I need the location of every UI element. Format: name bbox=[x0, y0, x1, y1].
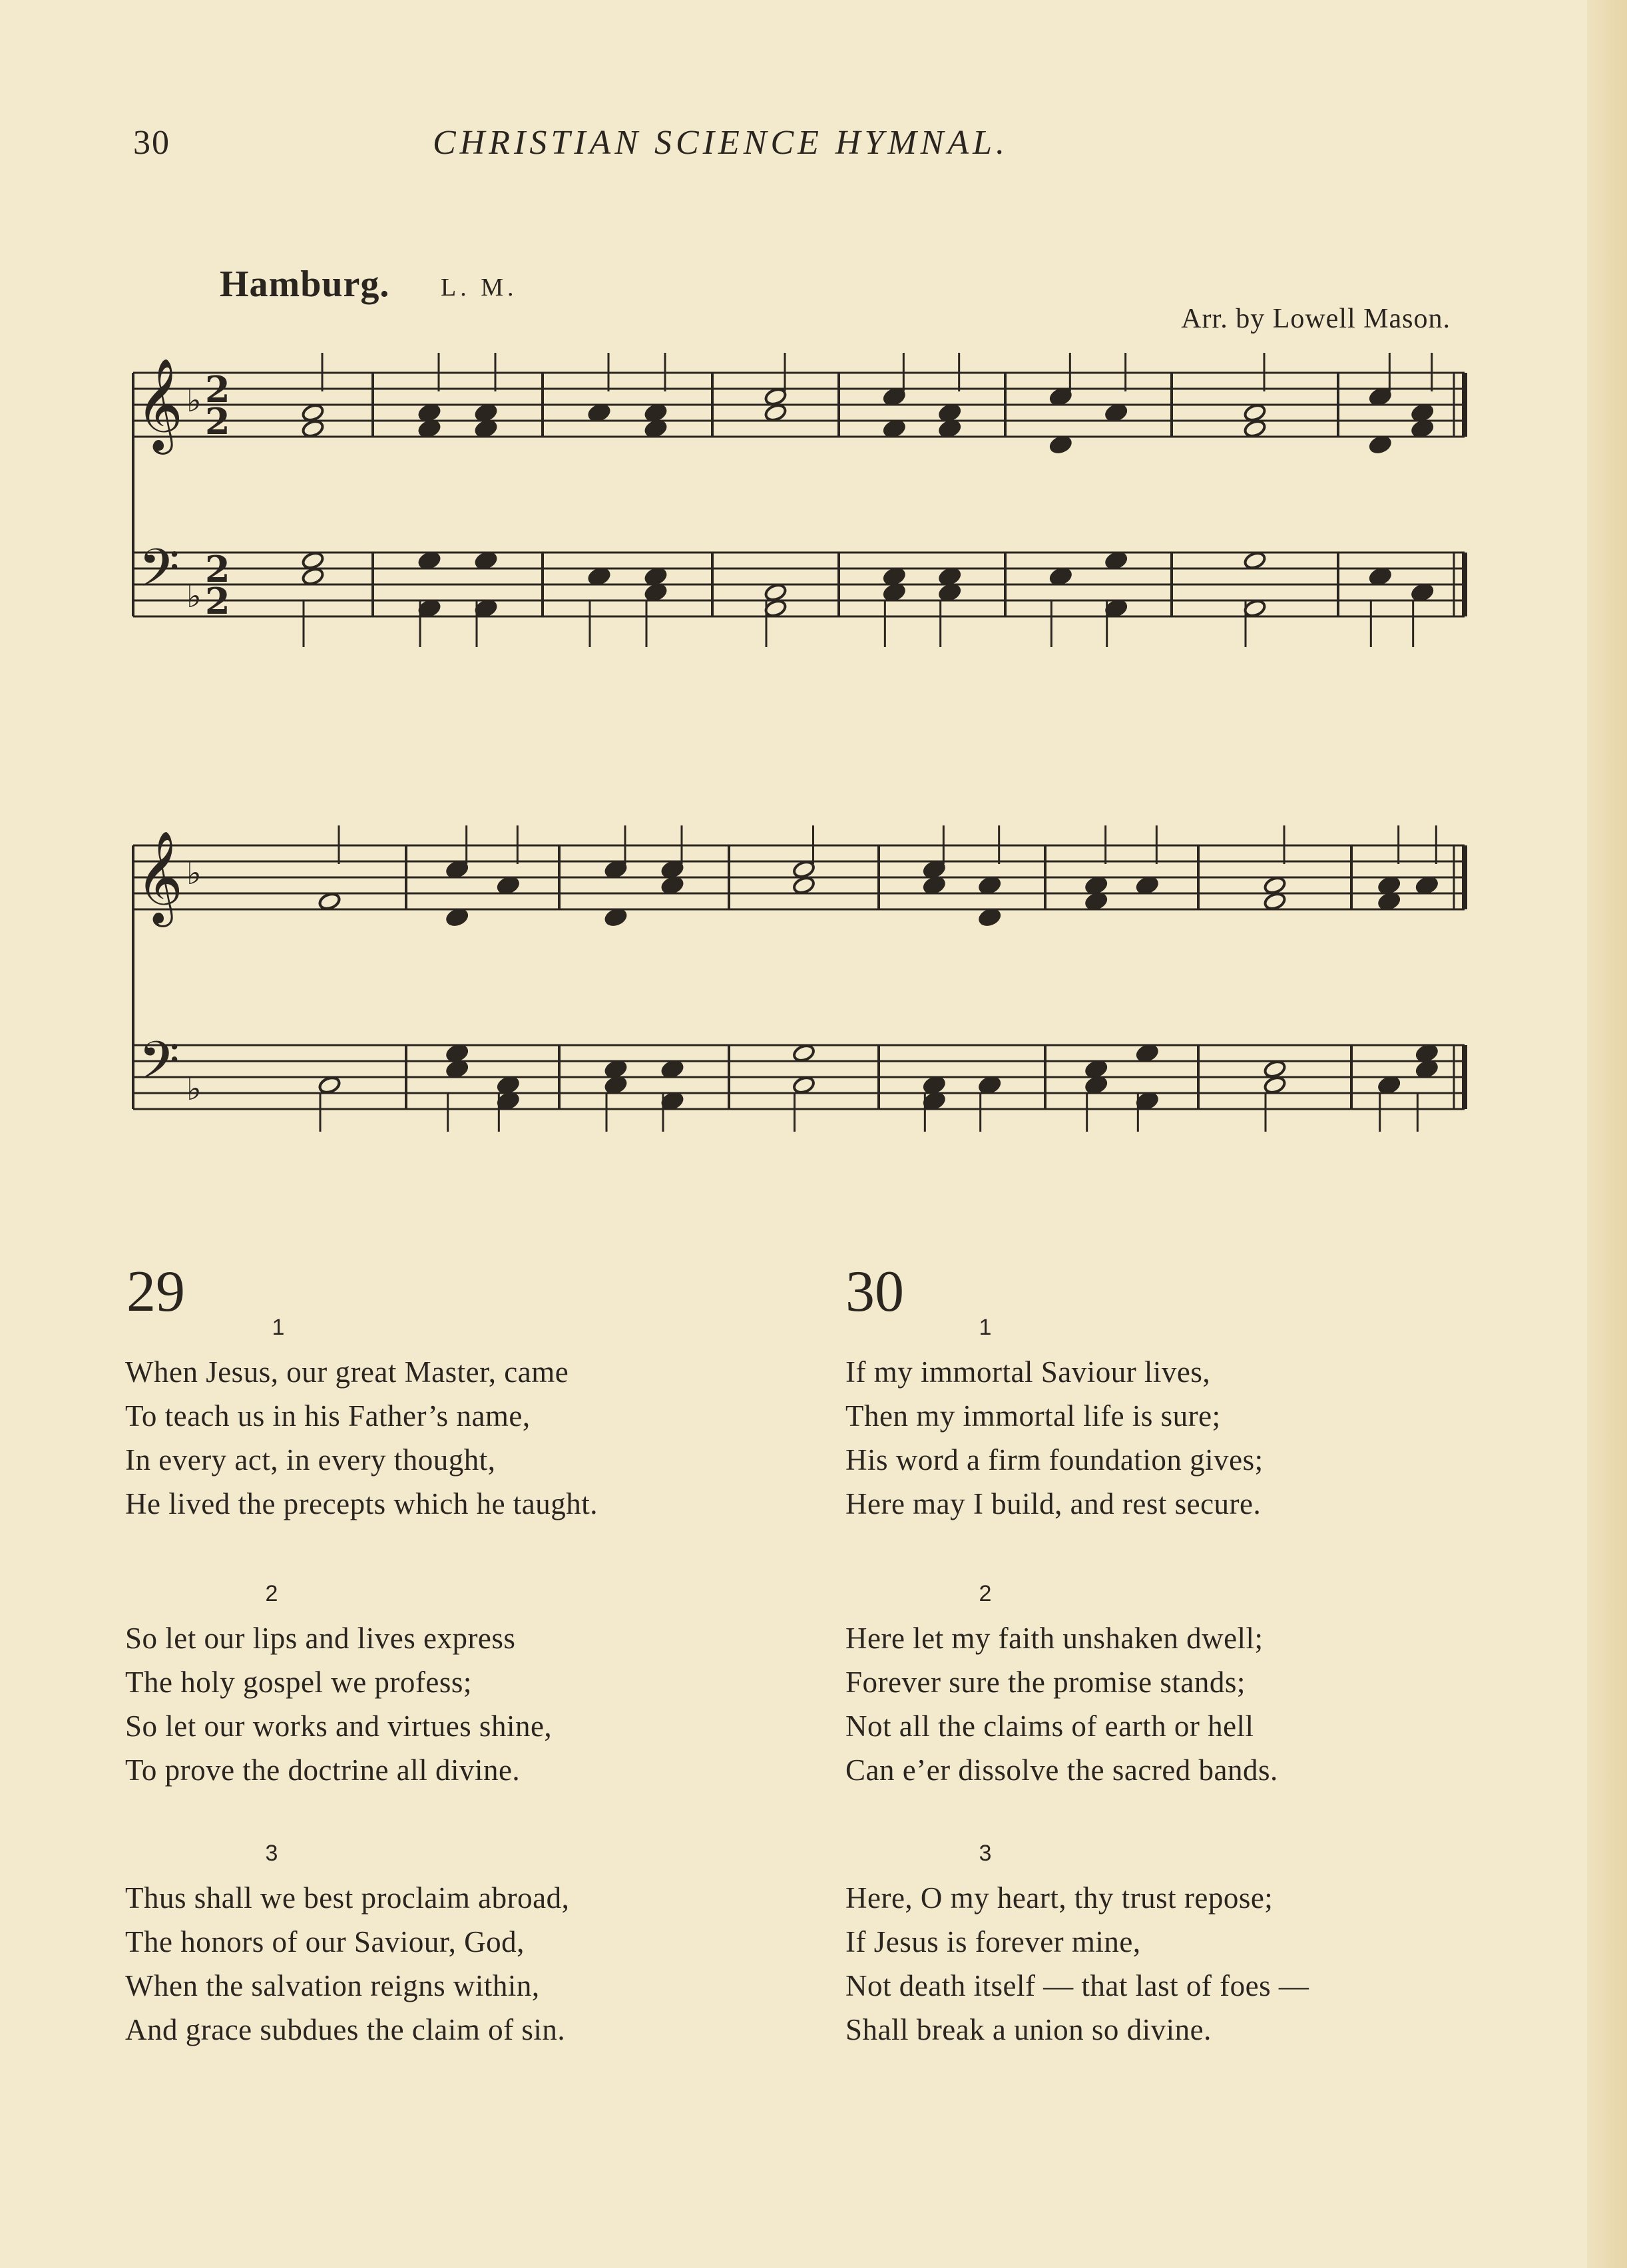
notehead bbox=[923, 875, 946, 895]
flat-sign-icon: ♭ bbox=[186, 578, 202, 615]
tune-meter: L. M. bbox=[441, 274, 518, 302]
notehead bbox=[1049, 387, 1072, 407]
verse-line: To prove the doctrine all divine. bbox=[125, 1753, 521, 1787]
notehead bbox=[938, 403, 961, 423]
verse-line: And grace subdues the claim of sin. bbox=[125, 2013, 566, 2046]
notehead bbox=[938, 567, 961, 586]
verse-line: When the salvation reigns within, bbox=[125, 1969, 540, 2002]
treble-clef-icon: 𝄞 bbox=[136, 358, 183, 451]
stanza bbox=[845, 1841, 1551, 2052]
running-head: CHRISTIAN SCIENCE HYMNAL. bbox=[433, 124, 1009, 162]
notehead bbox=[644, 582, 667, 602]
notehead bbox=[1415, 1059, 1439, 1079]
notehead bbox=[1369, 567, 1392, 586]
notehead bbox=[1243, 403, 1266, 423]
time-signature-digit: 2 bbox=[205, 580, 230, 622]
notehead bbox=[660, 1059, 684, 1079]
notehead bbox=[1411, 403, 1434, 423]
stanza bbox=[845, 1581, 1551, 1792]
notehead bbox=[792, 1043, 815, 1063]
bass-clef-icon: 𝄢 bbox=[138, 1030, 180, 1104]
stanza bbox=[845, 1315, 1551, 1526]
notehead bbox=[978, 907, 1001, 927]
notehead bbox=[660, 1091, 684, 1111]
stanza-number: 2 bbox=[979, 1581, 992, 1606]
notehead bbox=[1369, 387, 1392, 407]
notehead bbox=[1243, 551, 1266, 570]
verse-line: If Jesus is forever mine, bbox=[845, 1925, 1141, 1958]
notehead bbox=[1369, 435, 1392, 455]
notehead bbox=[764, 582, 787, 602]
verse-line: Here, O my heart, thy trust repose; bbox=[845, 1881, 1274, 1915]
notehead bbox=[587, 567, 610, 586]
notehead bbox=[978, 1075, 1001, 1095]
notehead bbox=[764, 598, 787, 618]
notehead bbox=[417, 403, 441, 423]
notehead bbox=[1263, 875, 1286, 895]
verse-line: Then my immortal life is sure; bbox=[845, 1399, 1221, 1433]
notehead bbox=[978, 875, 1001, 895]
notehead bbox=[938, 419, 961, 439]
hymn-number: 29 bbox=[126, 1259, 185, 1324]
flat-sign-icon: ♭ bbox=[186, 855, 202, 892]
notehead bbox=[883, 387, 906, 407]
verse-line: In every act, in every thought, bbox=[125, 1443, 496, 1476]
notehead bbox=[1243, 598, 1266, 618]
notehead bbox=[1084, 1075, 1108, 1095]
stanza-number: 3 bbox=[979, 1841, 992, 1866]
stanza bbox=[125, 1841, 831, 2052]
verse-line: Not death itself — that last of foes — bbox=[845, 1969, 1309, 2002]
verse-line: His word a firm foundation gives; bbox=[845, 1443, 1264, 1476]
notehead bbox=[1243, 419, 1266, 439]
notehead bbox=[497, 875, 520, 895]
verse-line: Thus shall we best proclaim abroad, bbox=[125, 1881, 570, 1915]
treble-clef-icon: 𝄞 bbox=[136, 831, 183, 923]
verse-line: If my immortal Saviour lives, bbox=[845, 1355, 1211, 1389]
notehead bbox=[1136, 1043, 1159, 1063]
notehead bbox=[445, 1043, 469, 1063]
notehead bbox=[1415, 875, 1439, 895]
notehead bbox=[1411, 582, 1434, 602]
notehead bbox=[1136, 875, 1159, 895]
notehead bbox=[1415, 1043, 1439, 1063]
notehead bbox=[604, 859, 627, 879]
verse-line: Shall break a union so divine. bbox=[845, 2013, 1212, 2046]
notehead bbox=[644, 419, 667, 439]
notehead bbox=[1263, 1059, 1286, 1079]
stanza-number: 1 bbox=[979, 1315, 992, 1340]
notehead bbox=[883, 419, 906, 439]
notehead bbox=[1084, 1059, 1108, 1079]
stanza-number: 3 bbox=[265, 1841, 278, 1866]
page-number: 30 bbox=[133, 124, 170, 162]
flat-sign-icon: ♭ bbox=[186, 382, 202, 419]
notehead bbox=[318, 1075, 341, 1095]
notehead bbox=[301, 551, 324, 570]
verse-line: Not all the claims of earth or hell bbox=[845, 1709, 1254, 1743]
stanza bbox=[125, 1581, 831, 1792]
notehead bbox=[1263, 891, 1286, 911]
notehead bbox=[445, 907, 469, 927]
notehead bbox=[883, 582, 906, 602]
verse-line: So let our works and virtues shine, bbox=[125, 1709, 553, 1743]
notehead bbox=[318, 891, 341, 911]
notehead bbox=[301, 419, 324, 439]
stanza bbox=[125, 1315, 831, 1526]
notehead bbox=[792, 1075, 815, 1095]
notehead bbox=[497, 1091, 520, 1111]
arranger-credit: Arr. by Lowell Mason. bbox=[1181, 304, 1451, 334]
music-system-2 bbox=[126, 825, 1471, 1132]
notehead bbox=[1411, 419, 1434, 439]
notehead bbox=[474, 551, 497, 570]
notehead bbox=[660, 859, 684, 879]
notehead bbox=[883, 567, 906, 586]
notehead bbox=[587, 403, 610, 423]
notehead bbox=[1049, 567, 1072, 586]
notehead bbox=[1377, 875, 1401, 895]
notehead bbox=[923, 1091, 946, 1111]
time-signature-digit: 2 bbox=[205, 368, 230, 411]
notehead bbox=[445, 1059, 469, 1079]
notehead bbox=[604, 1059, 627, 1079]
notehead bbox=[417, 551, 441, 570]
stanza-number: 1 bbox=[272, 1315, 285, 1340]
notehead bbox=[1084, 875, 1108, 895]
notehead bbox=[604, 907, 627, 927]
notehead bbox=[644, 403, 667, 423]
notehead bbox=[1084, 891, 1108, 911]
notehead bbox=[1136, 1091, 1159, 1111]
bass-clef-icon: 𝄢 bbox=[138, 537, 180, 612]
hymn-number: 30 bbox=[845, 1259, 904, 1324]
notehead bbox=[1104, 551, 1128, 570]
notehead bbox=[1049, 435, 1072, 455]
notehead bbox=[417, 419, 441, 439]
music-system-1 bbox=[126, 353, 1471, 652]
verse-line: The holy gospel we profess; bbox=[125, 1666, 472, 1699]
notehead bbox=[764, 387, 787, 407]
notehead bbox=[301, 567, 324, 586]
notehead bbox=[938, 582, 961, 602]
tune-title: Hamburg. bbox=[220, 264, 390, 305]
notehead bbox=[474, 403, 497, 423]
notehead bbox=[1104, 598, 1128, 618]
notehead bbox=[497, 1075, 520, 1095]
notehead bbox=[644, 567, 667, 586]
verse-line: The honors of our Saviour, God, bbox=[125, 1925, 525, 1958]
time-signature-digit: 2 bbox=[205, 548, 230, 590]
verse-line: To teach us in his Father’s name, bbox=[125, 1399, 531, 1433]
notehead bbox=[1377, 1075, 1401, 1095]
notehead bbox=[923, 1075, 946, 1095]
notehead bbox=[474, 598, 497, 618]
verse-line: So let our lips and lives express bbox=[125, 1622, 516, 1655]
notehead bbox=[445, 859, 469, 879]
notehead bbox=[792, 875, 815, 895]
time-signature-digit: 2 bbox=[205, 400, 230, 443]
page-edge bbox=[1587, 0, 1627, 2268]
verse-line: When Jesus, our great Master, came bbox=[125, 1355, 569, 1389]
notehead bbox=[474, 419, 497, 439]
verse-line: Here let my faith unshaken dwell; bbox=[845, 1622, 1264, 1655]
notehead bbox=[764, 403, 787, 423]
notehead bbox=[417, 598, 441, 618]
notehead bbox=[301, 403, 324, 423]
verse-line: Can e’er dissolve the sacred bands. bbox=[845, 1753, 1278, 1787]
flat-sign-icon: ♭ bbox=[186, 1070, 202, 1108]
verse-line: Here may I build, and rest secure. bbox=[845, 1487, 1262, 1520]
notehead bbox=[923, 859, 946, 879]
score-system-2 bbox=[126, 825, 1471, 1132]
notehead bbox=[1263, 1075, 1286, 1095]
stanza-number: 2 bbox=[265, 1581, 278, 1606]
verse-line: Forever sure the promise stands; bbox=[845, 1666, 1246, 1699]
score-system-1 bbox=[126, 353, 1471, 652]
notehead bbox=[660, 875, 684, 895]
verse-line: He lived the precepts which he taught. bbox=[125, 1487, 598, 1520]
notehead bbox=[1377, 891, 1401, 911]
notehead bbox=[604, 1075, 627, 1095]
notehead bbox=[1104, 403, 1128, 423]
notehead bbox=[792, 859, 815, 879]
